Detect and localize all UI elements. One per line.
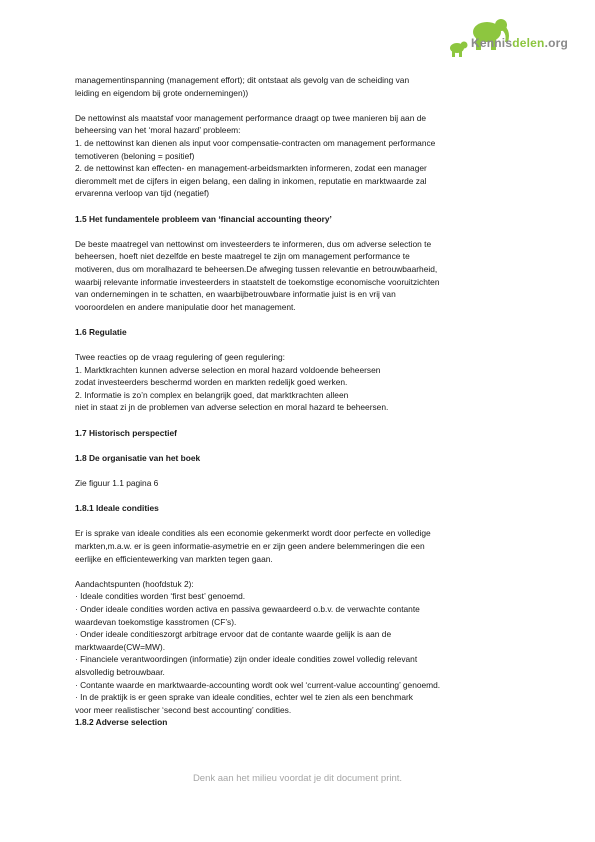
list-item: · Onder ideale condities worden activa en passiva gewaardeerd o.b.v. de verwachte contante xyxy=(75,603,420,614)
text-line: 2. de nettowinst kan effecten- en management-arbeidsmarkten informeren, zodat een manager xyxy=(75,163,427,174)
text-line: beheersen, hoeft niet dezelfde en beste maatregel te zijn om management performance te xyxy=(75,251,410,262)
text-line: managementinspanning (management effort); dit ontstaat als gevolg van de scheiding van xyxy=(75,75,410,85)
text-line: dierommelt met de cijfers in eigen belang, een daling in inkomen, reputatie en marktwaarde zal xyxy=(75,175,427,186)
logo-text-org: .org xyxy=(544,36,569,50)
section-heading-1-8-1: 1.8.1 Ideale condities xyxy=(75,503,159,514)
list-item: · Ideale condities worden ‘first best’ genoemd. xyxy=(75,591,246,602)
text-line: markten,m.a.w. er is geen informatie-asymetrie en er zijn geen andere belemmeringen die een xyxy=(75,540,425,551)
text-line: waardevan toekomstige kasstromen (CF’s). xyxy=(75,616,237,627)
text-line: waarbij relevante informatie investeerders in staatstelt de toekomstige economische vooruitzichten xyxy=(75,276,440,287)
text-line: van ondernemingen in te schatten, en waarbijbetrouwbare informatie juist is en vrij van xyxy=(75,289,396,300)
text-line: vooroordelen en andere manipulatie door het management. xyxy=(75,301,296,312)
text-line: ervarenna verloop van tijd (negatief) xyxy=(75,188,210,199)
text-line: De beste maatregel van nettowinst om investeerders te informeren, dus om adverse selection te xyxy=(75,238,432,249)
text-line: eerlijke en efficientewerking van markten tegen gaan. xyxy=(75,553,273,564)
list-item: · Financiele verantwoordingen (informatie) zijn onder ideale condities zowel volledig relevant xyxy=(75,654,418,665)
text-line: leiding en eigendom bij grote ondernemingen)) xyxy=(75,87,249,98)
list-item: · In de praktijk is er geen sprake van ideale condities, echter wel te zien als een benchmark xyxy=(75,692,413,703)
logo-text-kennis: Kennis xyxy=(471,36,513,50)
text-line: Er is sprake van ideale condities als een economie gekenmerkt wordt door perfecte en volledige xyxy=(75,528,431,539)
text-line: 1. Marktkrachten kunnen adverse selection en moral hazard voldoende beheersen xyxy=(75,364,381,375)
text-line: alsvolledig betrouwbaar. xyxy=(75,666,165,677)
section-heading-1-7: 1.7 Historisch perspectief xyxy=(75,427,177,438)
document-body xyxy=(75,74,525,729)
text-line: beheersing van het ‘moral hazard’ probleem: xyxy=(75,125,241,136)
section-heading-1-6: 1.6 Regulatie xyxy=(75,326,127,337)
text-line: 2. Informatie is zo’n complex en belangrijk goed, dat marktkrachten alleen xyxy=(75,389,349,400)
text-line: temotiveren (beloning = positief) xyxy=(75,150,195,161)
text-line: marktwaarde(CW=MW). xyxy=(75,641,166,652)
kennisdelen-logo xyxy=(447,12,577,60)
section-heading-1-8-2: 1.8.2 Adverse selection xyxy=(75,717,168,728)
list-item: · Onder ideale conditieszorgt arbitrage ervoor dat de contante waarde gelijk is aan de xyxy=(75,629,392,640)
text-line: Zie figuur 1.1 pagina 6 xyxy=(75,478,159,488)
logo-wordmark xyxy=(471,36,568,50)
text-line: De nettowinst als maatstaf voor management performance draagt op twee manieren bij aan de xyxy=(75,112,427,123)
section-heading-1-5: 1.5 Het fundamentele probleem van ‘financial accounting theory’ xyxy=(75,213,332,224)
text-line: motiveren, dus om moralhazard te beheersen.De afweging tussen relevantie en betrouwbaarheid, xyxy=(75,263,438,274)
list-item: · Contante waarde en marktwaarde-accounting wordt ook wel ‘current-value accounting’ genoemd. xyxy=(75,679,441,690)
text-line: voor meer realistischer ‘second best accounting’ condities. xyxy=(75,704,292,715)
text-line: Aandachtspunten (hoofdstuk 2): xyxy=(75,578,194,589)
logo-text-delen: delen xyxy=(512,36,545,50)
text-line: Twee reacties op de vraag regulering of geen regulering: xyxy=(75,352,285,363)
text-line: 1. de nettowinst kan dienen als input voor compensatie-contracten om management performance xyxy=(75,137,436,148)
text-line: zodat investeerders beschermd worden en markten redelijk goed werken. xyxy=(75,377,348,388)
footer-note: Denk aan het milieu voordat je dit document print. xyxy=(192,773,403,784)
text-line: niet in staat zi jn de problemen van adverse selection en moral hazard te beheersen. xyxy=(75,402,389,413)
section-heading-1-8: 1.8 De organisatie van het boek xyxy=(75,452,201,463)
